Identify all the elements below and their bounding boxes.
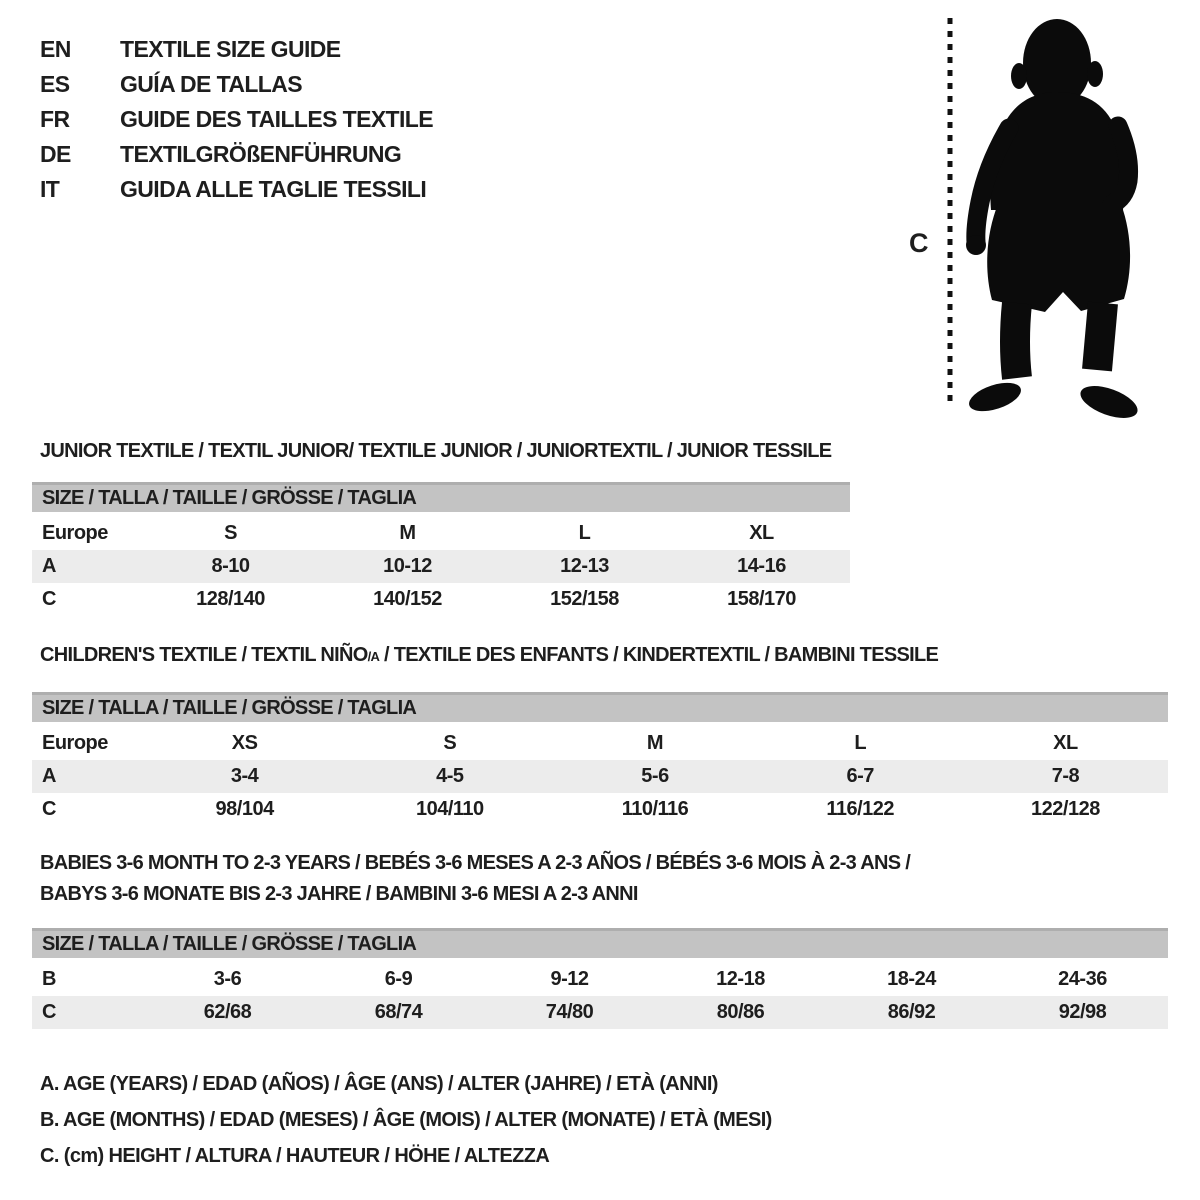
table-row-europe — [32, 727, 1168, 760]
language-code: EN — [40, 36, 71, 62]
size-cell: 74/80 — [545, 1001, 594, 1023]
size-cell: XL — [749, 522, 774, 544]
language-row-it — [40, 172, 433, 207]
table-row-europe — [32, 517, 850, 550]
children-size-header: SIZE / TALLA / TAILLE / GRÖSSE / TAGLIA — [32, 692, 1168, 722]
right-foot — [1076, 380, 1141, 420]
row-label: Europe — [42, 732, 108, 754]
left-ear — [1011, 63, 1027, 89]
size-cell: 104/110 — [415, 798, 484, 820]
language-code: IT — [40, 176, 60, 202]
babies-title-line1: BABIES 3-6 MONTH TO 2-3 YEARS / BEBÉS 3-6 MESES A 2-3 AÑOS / BÉBÉS 3-6 MOIS À 2-3 ANS / — [40, 852, 911, 874]
junior-size-header: SIZE / TALLA / TAILLE / GRÖSSE / TAGLIA — [32, 482, 850, 512]
children-title-before: CHILDREN'S TEXTILE / TEXTIL NIÑO — [40, 644, 368, 666]
size-cell: 110/116 — [621, 798, 689, 820]
language-title: GUÍA DE TALLAS — [120, 71, 302, 97]
row-label: A — [42, 555, 56, 577]
babies-table — [32, 963, 1168, 1029]
size-cell: 14-16 — [737, 555, 786, 577]
size-cell: M — [399, 522, 416, 544]
size-cell: 8-10 — [211, 555, 250, 577]
table-row-c — [32, 793, 1168, 826]
children-title-sub: /A — [367, 649, 380, 664]
size-cell: 24-36 — [1058, 968, 1107, 990]
language-code: ES — [40, 71, 70, 97]
language-row-es — [40, 67, 433, 102]
children-section — [32, 644, 1168, 826]
size-cell: 12-13 — [560, 555, 609, 577]
size-cell: 5-6 — [641, 765, 669, 787]
size-cell: 12-18 — [716, 968, 765, 990]
toddler-body — [966, 19, 1142, 420]
junior-title: JUNIOR TEXTILE / TEXTIL JUNIOR/ TEXTILE JUNIOR / JUNIORTEXTIL / JUNIOR TESSILE — [40, 440, 832, 462]
legend — [40, 1066, 772, 1174]
size-cell: 128/140 — [196, 588, 265, 610]
size-cell: 3-6 — [213, 968, 242, 990]
language-title: TEXTILGRÖßENFÜHRUNG — [120, 141, 402, 167]
row-label: A — [42, 765, 56, 787]
babies-title-line2: BABYS 3-6 MONATE BIS 2-3 JAHRE / BAMBINI 3-6 MESI A 2-3 ANNI — [40, 883, 638, 905]
row-label: B — [42, 968, 56, 990]
row-label: C — [42, 1001, 56, 1023]
size-cell: XL — [1053, 732, 1078, 754]
torso — [990, 92, 1124, 210]
junior-table — [32, 517, 850, 616]
junior-section — [32, 440, 850, 616]
left-leg — [1015, 303, 1017, 378]
table-row-c — [32, 583, 850, 616]
size-cell: 80/86 — [716, 1001, 765, 1023]
size-cell: M — [646, 732, 664, 754]
size-cell: 158/170 — [727, 588, 796, 610]
row-label: C — [42, 798, 56, 820]
size-cell: 140/152 — [373, 588, 442, 610]
language-title: GUIDA ALLE TAGLIE TESSILI — [120, 176, 427, 202]
toddler-silhouette — [895, 8, 1165, 420]
children-title — [32, 644, 1168, 668]
size-cell: 9-12 — [550, 968, 589, 990]
size-cell: 116/122 — [826, 798, 895, 820]
size-cell: S — [443, 732, 457, 754]
size-cell: 86/92 — [887, 1001, 936, 1023]
size-cell: 6-7 — [846, 765, 874, 787]
shorts — [987, 204, 1130, 312]
left-hand — [966, 235, 986, 255]
row-label: Europe — [42, 522, 108, 544]
row-label: C — [42, 588, 56, 610]
legend-line-b: B. AGE (MONTHS) / EDAD (MESES) / ÂGE (MOIS) / ALTER (MONATE) / ETÀ (MESI) — [40, 1109, 772, 1131]
children-title-after: / TEXTILE DES ENFANTS / KINDERTEXTIL / BAMBINI TESSILE — [379, 644, 939, 666]
size-cell: XS — [231, 732, 258, 754]
size-cell: 98/104 — [215, 798, 274, 820]
size-cell: 62/68 — [203, 1001, 252, 1023]
language-code: FR — [40, 106, 70, 132]
table-row-b — [32, 963, 1168, 996]
size-cell: 122/128 — [1031, 798, 1100, 820]
legend-line-a: A. AGE (YEARS) / EDAD (AÑOS) / ÂGE (ANS) / ALTER (JAHRE) / ETÀ (ANNI) — [40, 1073, 718, 1095]
table-row-a — [32, 760, 1168, 793]
size-cell: L — [854, 732, 867, 754]
legend-line-c: C. (cm) HEIGHT / ALTURA / HAUTEUR / HÖHE / ALTEZZA — [40, 1145, 550, 1167]
size-cell: 92/98 — [1058, 1001, 1107, 1023]
height-label: C — [909, 228, 929, 258]
size-cell: L — [578, 522, 591, 544]
language-title: GUIDE DES TAILLES TEXTILE — [120, 106, 433, 132]
table-row-a — [32, 550, 850, 583]
left-foot — [966, 377, 1025, 417]
right-ear — [1087, 61, 1103, 87]
size-cell: 3-4 — [230, 765, 259, 787]
language-list — [40, 32, 433, 207]
size-cell: 18-24 — [887, 968, 936, 990]
size-cell: 6-9 — [384, 968, 413, 990]
size-cell: 10-12 — [383, 555, 432, 577]
babies-section — [32, 848, 1168, 1029]
size-cell: 68/74 — [374, 1001, 423, 1023]
right-leg — [1097, 303, 1103, 370]
children-table — [32, 727, 1168, 826]
language-row-fr — [40, 102, 433, 137]
language-code: DE — [40, 141, 71, 167]
size-cell: 4-5 — [436, 765, 464, 787]
babies-size-header: SIZE / TALLA / TAILLE / GRÖSSE / TAGLIA — [32, 928, 1168, 958]
language-row-en — [40, 32, 433, 67]
language-row-de — [40, 137, 433, 172]
table-row-c — [32, 996, 1168, 1029]
size-cell: S — [224, 522, 237, 544]
size-cell: 152/158 — [550, 588, 619, 610]
language-title: TEXTILE SIZE GUIDE — [120, 36, 341, 62]
size-cell: 7-8 — [1051, 765, 1080, 787]
